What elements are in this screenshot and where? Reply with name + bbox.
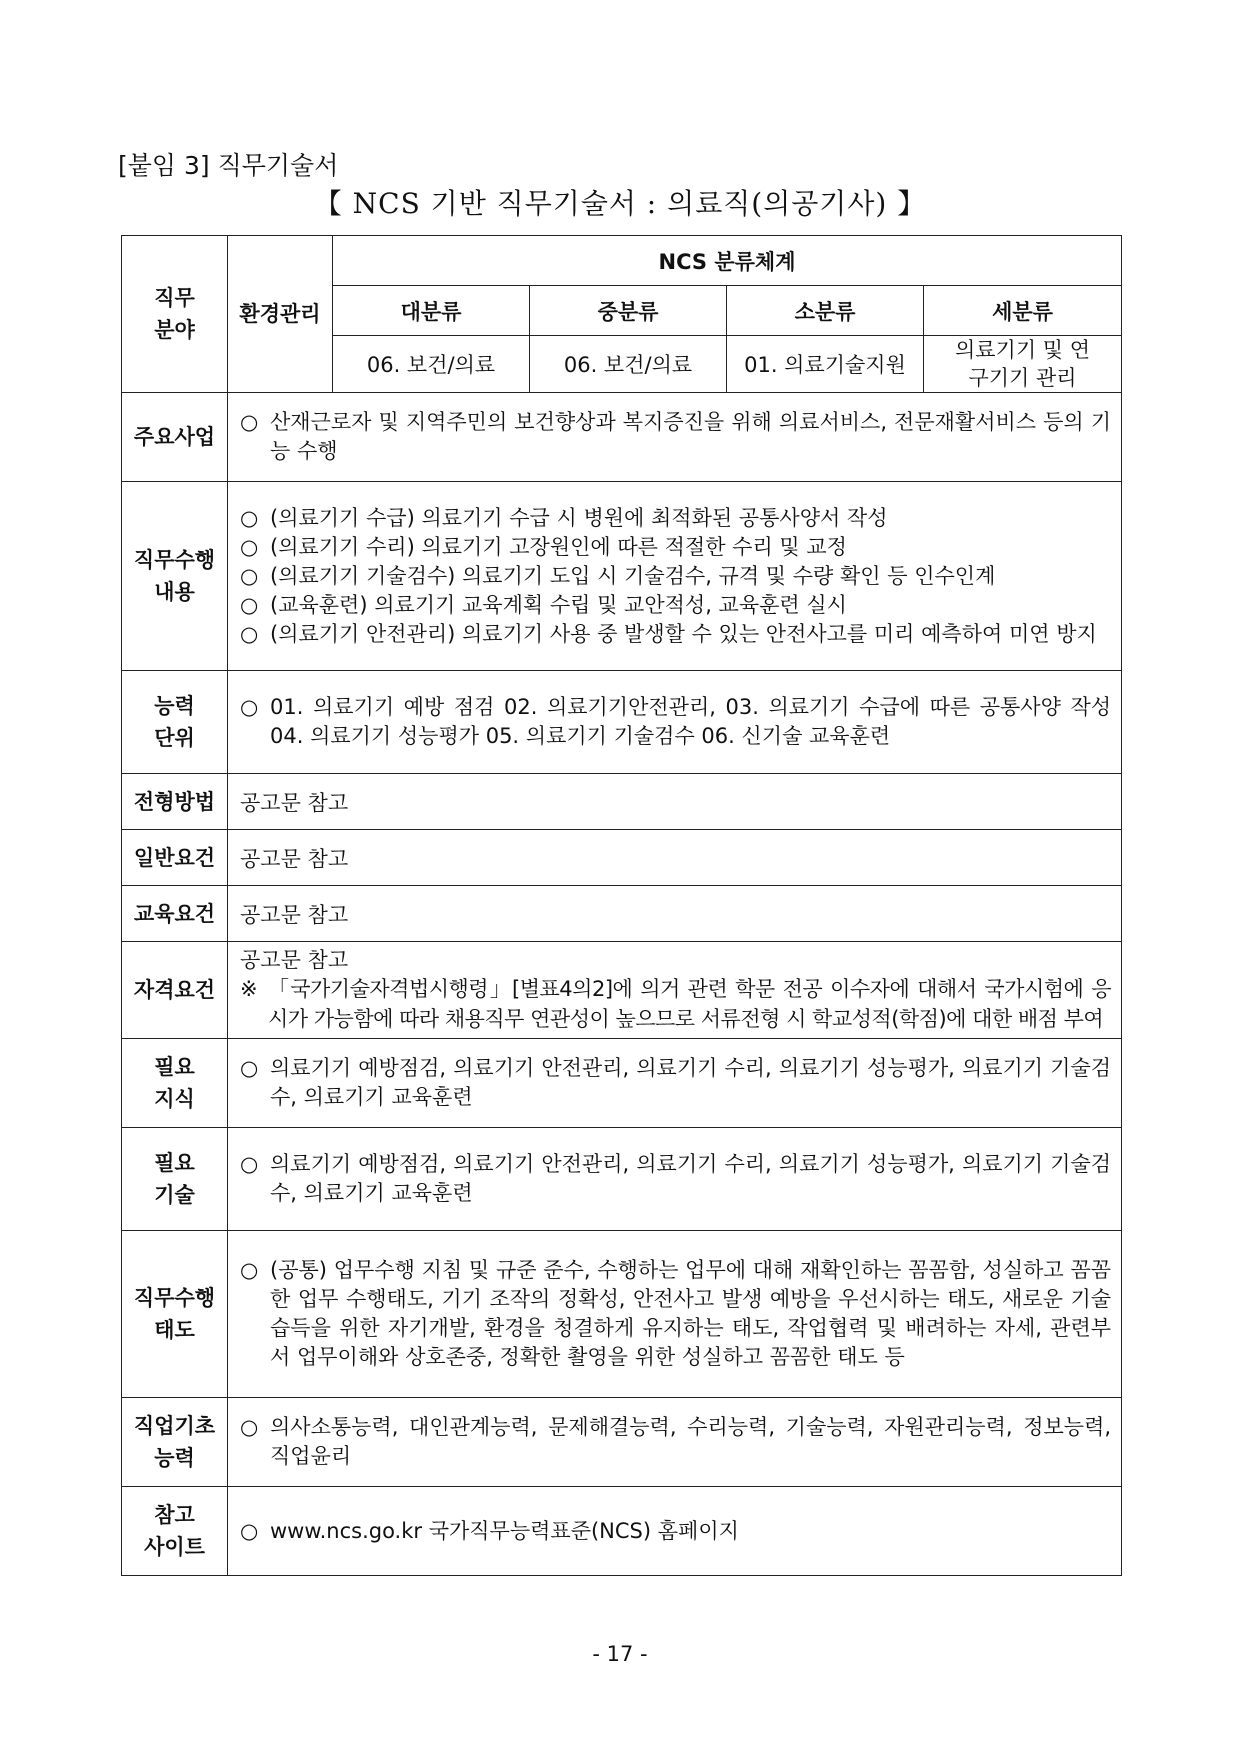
qualification-requirements-content (228, 942, 1122, 1039)
bullet-icon: ○ (240, 621, 259, 646)
education-requirements-value: 공고문 참고 (228, 886, 1122, 942)
bullet-icon: ○ (240, 534, 259, 559)
basic-competencies-label: 직업기초 능력 (122, 1398, 228, 1487)
list-item: ○ (의료기기 기술검수) 의료기기 도입 시 기술검수, 규격 및 수량 확인 등 인수인계 (240, 562, 1111, 591)
qualification-note: ※ 「국가기술자격법시행령」[별표4의2]에 의거 관련 학문 전공 이수자에 대해서 국가시험에 응시가 가능함에 따라 채용직무 연관성이 높으므로 서류전형 시 학교성적(학점)에 대한 배점 부여 (240, 974, 1111, 1034)
minor-category-header: 소분류 (727, 286, 924, 336)
work-attitude-label: 직무수행 태도 (122, 1231, 228, 1398)
list-item (240, 1517, 1111, 1546)
basic-competencies-content (228, 1398, 1122, 1487)
list-item: ○ (의료기기 안전관리) 의료기기 사용 중 발생할 수 있는 안전사고를 미리 예측하여 미연 방지 (240, 620, 1111, 649)
ncs-classification-header: NCS 분류체계 (333, 236, 1122, 286)
list-item: ○ 01. 의료기기 예방 점검 02. 의료기기안전관리, 03. 의료기기 수급에 따른 공통사양 작성 04. 의료기기 성능평가 05. 의료기기 기술검수 06. 신기술 교육훈련 (240, 693, 1111, 751)
list-item: ○ (공통) 업무수행 지침 및 규준 준수, 수행하는 업무에 대해 재확인하는 꼼꼼함, 성실하고 꼼꼼한 업무 수행태도, 기기 조작의 정확성, 안전사고 발생 예방을 우선시하는 태도, 새로운 기술 습득을 위한 자기개발, 환경을 청결하게 유지하는 태도, 작업협력 및 배려하는 자세, 관련부서 업무이해와 상호존중, 정확한 촬영을 위한 성실하고 꼼꼼한 태도 등 (240, 1256, 1111, 1372)
bullet-icon: ○ (240, 1152, 259, 1176)
list-item: ○ 의료기기 예방점검, 의료기기 안전관리, 의료기기 수리, 의료기기 성능평가, 의료기기 기술검수, 의료기기 교육훈련 (240, 1150, 1111, 1208)
qualification-requirements-value: 공고문 참고 (240, 948, 349, 972)
reference-site-label: 참고 사이트 (122, 1487, 228, 1576)
general-requirements-value: 공고문 참고 (228, 830, 1122, 886)
list-item: ○ (의료기기 수급) 의료기기 수급 시 병원에 최적화된 공통사양서 작성 (240, 504, 1111, 533)
bullet-icon: ○ (240, 1056, 259, 1080)
required-skills-label: 필요 기술 (122, 1128, 228, 1231)
bullet-icon: ○ (240, 505, 259, 530)
bullet-icon: ○ (240, 1518, 259, 1543)
selection-method-label: 전형방법 (122, 774, 228, 830)
page-number: - 17 - (592, 1642, 648, 1666)
bullet-icon: ○ (240, 592, 259, 617)
sub-category-header: 세분류 (924, 286, 1122, 336)
main-business-label: 주요사업 (122, 393, 228, 482)
reference-site-link: www.ncs.go.kr 국가직무능력표준(NCS) 홈페이지 (270, 1518, 739, 1543)
middle-category-value: 06. 보건/의료 (530, 336, 727, 393)
job-description-table (121, 235, 1122, 1576)
duties-content (228, 482, 1122, 671)
general-requirements-label: 일반요건 (122, 830, 228, 886)
major-category-value: 06. 보건/의료 (333, 336, 530, 393)
qualification-requirements-label: 자격요건 (122, 942, 228, 1039)
required-knowledge-label: 필요 지식 (122, 1039, 228, 1128)
duties-label: 직무수행 내용 (122, 482, 228, 671)
reference-site-content (228, 1487, 1122, 1576)
list-item: ○ 산재근로자 및 지역주민의 보건향상과 복지증진을 위해 의료서비스, 전문재활서비스 등의 기능 수행 (240, 408, 1111, 466)
competency-units-label: 능력 단위 (122, 671, 228, 774)
bullet-icon: ○ (240, 563, 259, 588)
competency-units-content (228, 671, 1122, 774)
main-business-content (228, 393, 1122, 482)
job-field-label: 직무 분야 (122, 236, 228, 393)
required-knowledge-content (228, 1039, 1122, 1128)
job-field-name: 환경관리 (228, 236, 333, 393)
middle-category-header: 중분류 (530, 286, 727, 336)
work-attitude-content (228, 1231, 1122, 1398)
bullet-icon: ○ (240, 695, 259, 719)
selection-method-value: 공고문 참고 (228, 774, 1122, 830)
sub-category-value: 의료기기 및 연 구기기 관리 (924, 336, 1122, 393)
note-mark-icon: ※ (240, 977, 258, 1001)
bullet-icon: ○ (240, 1258, 259, 1282)
document-title: 【 NCS 기반 직무기술서 : 의료직(의공기사) 】 (313, 187, 927, 220)
bullet-icon: ○ (240, 1415, 259, 1439)
major-category-header: 대분류 (333, 286, 530, 336)
list-item: ○ 의사소통능력, 대인관계능력, 문제해결능력, 수리능력, 기술능력, 자원관리능력, 정보능력, 직업윤리 (240, 1413, 1111, 1471)
education-requirements-label: 교육요건 (122, 886, 228, 942)
bullet-icon: ○ (240, 410, 259, 434)
list-item: ○ (교육훈련) 의료기기 교육계획 수립 및 교안적성, 교육훈련 실시 (240, 591, 1111, 620)
minor-category-value: 01. 의료기술지원 (727, 336, 924, 393)
required-skills-content (228, 1128, 1122, 1231)
list-item: ○ (의료기기 수리) 의료기기 고장원인에 따른 적절한 수리 및 교정 (240, 533, 1111, 562)
attachment-label: [붙임 3] 직무기술서 (118, 151, 339, 180)
list-item: ○ 의료기기 예방점검, 의료기기 안전관리, 의료기기 수리, 의료기기 성능평가, 의료기기 기술검수, 의료기기 교육훈련 (240, 1054, 1111, 1112)
